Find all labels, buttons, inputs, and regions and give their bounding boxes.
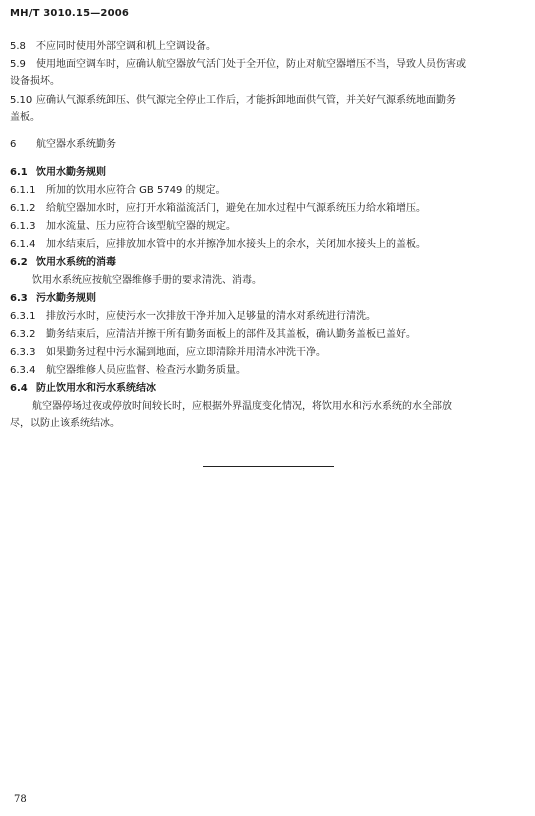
section-6-heading bbox=[10, 138, 517, 151]
paragraph-text: 饮用水系统应按航空器维修手册的要求清洗、消毒。 bbox=[32, 275, 262, 286]
section-number: 6.4 bbox=[10, 383, 28, 394]
clause-6-1-2 bbox=[10, 202, 517, 215]
section-title: 航空器水系统勤务 bbox=[36, 139, 116, 150]
clause-text: 所加的饮用水应符合 GB 5749 的规定。 bbox=[46, 185, 226, 196]
section-number: 6.2 bbox=[10, 257, 28, 268]
clause-6-3-4 bbox=[10, 364, 517, 377]
section-number: 6.3 bbox=[10, 293, 28, 304]
clause-text: 应确认气源系统卸压、供气源完全停止工作后，才能拆卸地面供气管，并关好气源系统地面勤务 bbox=[36, 95, 456, 106]
clause-5-9-continued bbox=[10, 75, 517, 88]
clause-text: 加水流量、压力应符合该型航空器的规定。 bbox=[46, 221, 236, 232]
section-title: 防止饮用水和污水系统结冰 bbox=[36, 383, 156, 394]
subsection-6-3-heading bbox=[10, 292, 517, 305]
end-of-text-rule bbox=[203, 466, 334, 467]
clause-text: 设备损坏。 bbox=[10, 76, 60, 87]
standard-header: MH/T 3010.15—2006 bbox=[10, 8, 130, 19]
clause-text: 勤务结束后，应清洁并擦干所有勤务面板上的部件及其盖板，确认勤务盖板已盖好。 bbox=[46, 329, 416, 340]
clause-text: 给航空器加水时，应打开水箱溢流活门，避免在加水过程中气源系统压力给水箱增压。 bbox=[46, 203, 426, 214]
paragraph-6-2 bbox=[10, 274, 517, 287]
subsection-6-1-heading bbox=[10, 166, 517, 179]
clause-6-3-3 bbox=[10, 346, 517, 359]
clause-number: 6.3.3 bbox=[10, 347, 36, 358]
subsection-6-4-heading bbox=[10, 382, 517, 395]
clause-5-8 bbox=[10, 40, 517, 53]
section-title: 饮用水勤务规则 bbox=[36, 167, 106, 178]
clause-6-1-4 bbox=[10, 238, 517, 251]
clause-number: 6.1.1 bbox=[10, 185, 36, 196]
clause-number: 5.9 bbox=[10, 59, 26, 70]
section-title: 饮用水系统的消毒 bbox=[36, 257, 116, 268]
section-title: 污水勤务规则 bbox=[36, 293, 96, 304]
clause-number: 5.8 bbox=[10, 41, 26, 52]
section-number: 6.1 bbox=[10, 167, 28, 178]
clause-number: 6.1.4 bbox=[10, 239, 36, 250]
clause-text: 如果勤务过程中污水漏到地面，应立即清除并用清水冲洗干净。 bbox=[46, 347, 326, 358]
clause-5-10 bbox=[10, 94, 517, 107]
clause-number: 6.1.2 bbox=[10, 203, 36, 214]
section-number: 6 bbox=[10, 139, 17, 150]
subsection-6-2-heading bbox=[10, 256, 517, 269]
clause-number: 6.3.2 bbox=[10, 329, 36, 340]
clause-text: 使用地面空调车时，应确认航空器放气活门处于全开位，防止对航空器增压不当，导致人员伤害或 bbox=[36, 59, 466, 70]
clause-text: 盖板。 bbox=[10, 112, 40, 123]
clause-number: 6.3.4 bbox=[10, 365, 36, 376]
page-number: 78 bbox=[14, 794, 27, 805]
clause-5-10-continued bbox=[10, 111, 517, 124]
clause-number: 6.3.1 bbox=[10, 311, 36, 322]
clause-6-3-2 bbox=[10, 328, 517, 341]
clause-text: 不应同时使用外部空调和机上空调设备。 bbox=[36, 41, 216, 52]
clause-number: 6.1.3 bbox=[10, 221, 36, 232]
clause-6-1-1 bbox=[10, 184, 517, 197]
paragraph-text: 尽，以防止该系统结冰。 bbox=[10, 418, 120, 429]
clause-6-1-3 bbox=[10, 220, 517, 233]
clause-6-3-1 bbox=[10, 310, 517, 323]
clause-text: 加水结束后，应排放加水管中的水并擦净加水接头上的余水，关闭加水接头上的盖板。 bbox=[46, 239, 426, 250]
clause-number: 5.10 bbox=[10, 95, 33, 106]
paragraph-6-4-continued bbox=[10, 417, 517, 430]
clause-5-9 bbox=[10, 58, 517, 71]
clause-text: 排放污水时，应使污水一次排放干净并加入足够量的清水对系统进行清洗。 bbox=[46, 311, 376, 322]
clause-text: 航空器维修人员应监督、检查污水勤务质量。 bbox=[46, 365, 246, 376]
paragraph-6-4 bbox=[10, 400, 517, 413]
paragraph-text: 航空器停场过夜或停放时间较长时，应根据外界温度变化情况，将饮用水和污水系统的水全部放 bbox=[32, 401, 452, 412]
